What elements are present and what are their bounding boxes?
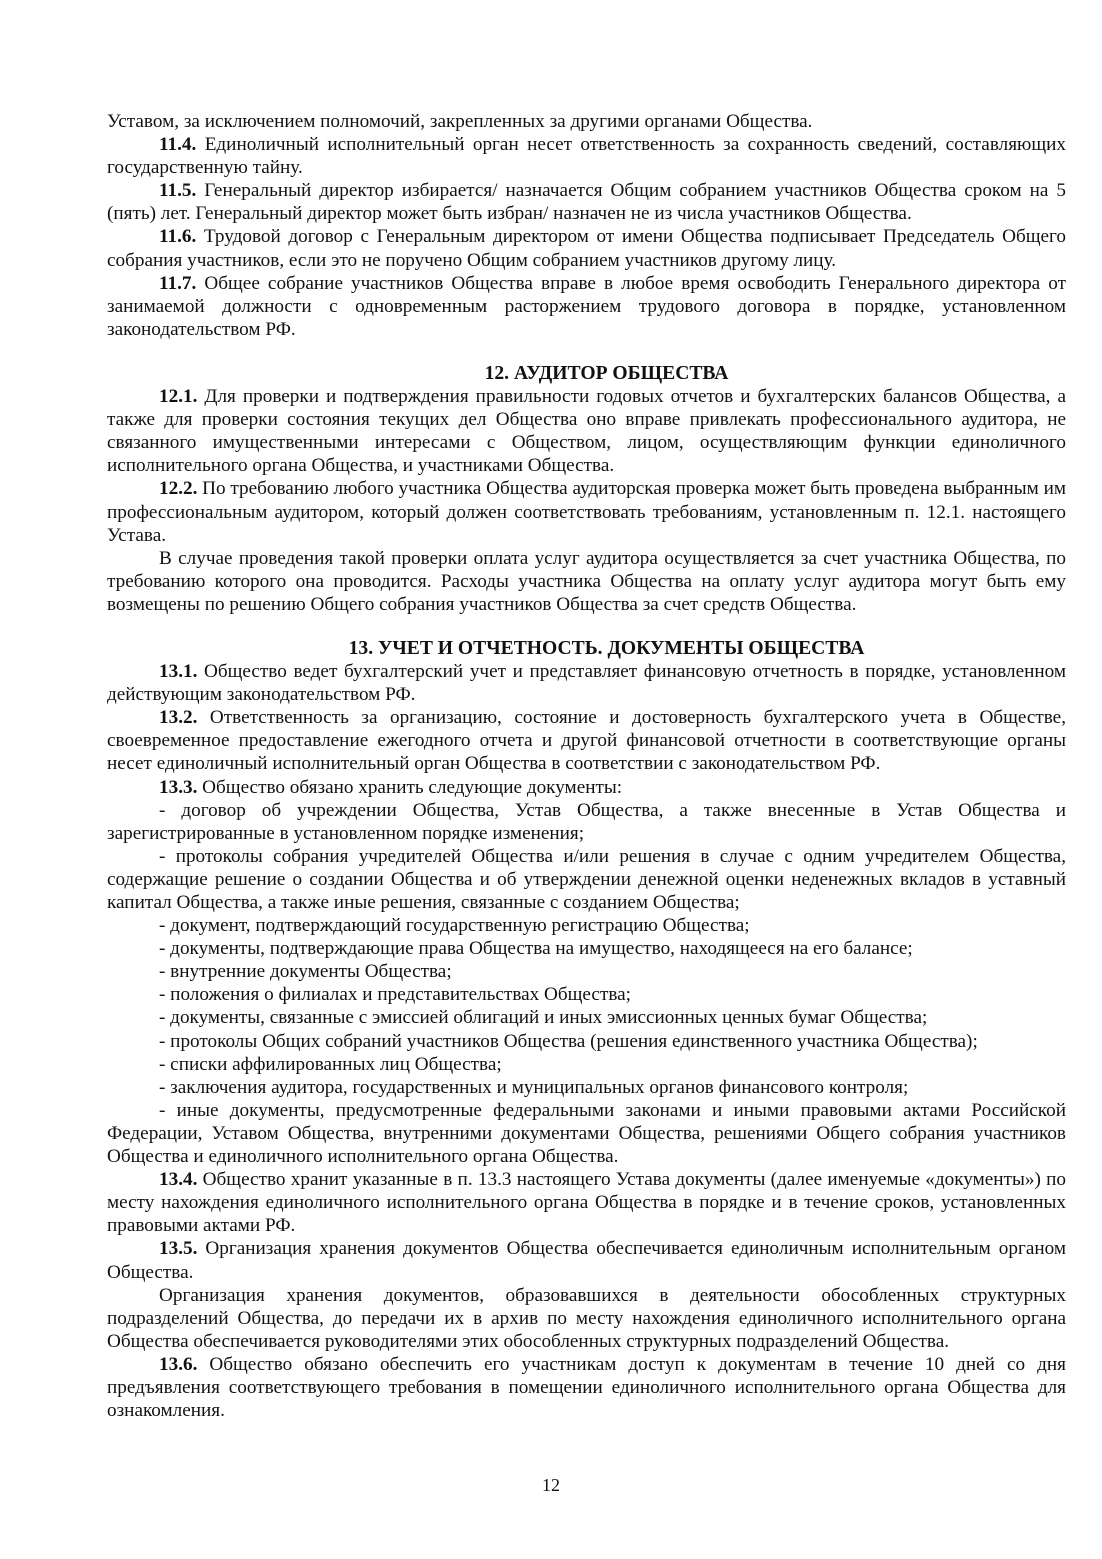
clause-number: 11.7. (159, 272, 197, 294)
paragraph-11-4 (107, 133, 1066, 179)
paragraph-13-5-cont (107, 1284, 1066, 1353)
paragraph-11-5 (107, 179, 1066, 225)
paragraph-text: Общество обязано обеспечить его участникам доступ к документам в течение 10 дней со дня предъявления соответствующего требования в помещении единоличного исполнительного органа Общества для ознакомления. (107, 1353, 1066, 1422)
paragraph-text: - списки аффилированных лиц Общества; (159, 1053, 502, 1075)
clause-number: 13.6. (159, 1353, 198, 1375)
clause-number: 12.1. (159, 386, 198, 408)
paragraph-text: Единоличный исполнительный орган несет ответственность за сохранность сведений, составляющих государственную тайну. (107, 134, 1066, 179)
paragraph-text: - положения о филиалах и представительствах Общества; (159, 984, 631, 1006)
section-heading-13: 13. УЧЕТ И ОТЧЕТНОСТЬ. ДОКУМЕНТЫ ОБЩЕСТВА (348, 637, 865, 659)
clause-number: 13.5. (159, 1238, 198, 1260)
paragraph-12-2 (107, 477, 1066, 546)
paragraph-13-3 (107, 776, 1066, 799)
clause-number: 11.4. (159, 134, 197, 156)
paragraph-13-4 (107, 1168, 1066, 1237)
clause-number: 11.6. (159, 226, 197, 248)
clause-number: 13.3. (159, 776, 198, 798)
list-item-securities (107, 1006, 1066, 1029)
paragraph-12-2-cont (107, 547, 1066, 616)
paragraph-text: Общество обязано хранить следующие документы: (197, 776, 623, 798)
list-item-audit-conclusions (107, 1076, 1066, 1099)
paragraph-11-cont (107, 110, 1066, 133)
section-12 (107, 362, 1066, 616)
paragraph-text: Для проверки и подтверждения правильности годовых отчетов и бухгалтерских балансов Общества, а также для проверки состояния текущих дел Общества оно вправе привлекать профессионального аудитора, не связанного имущественными интересами с Обществом, лицом, осуществляющим функции единоличного исполнительного органа Общества, и участниками Общества. (107, 386, 1066, 477)
list-item-charter (107, 799, 1066, 845)
section-spacer (107, 616, 1066, 637)
paragraph-text: - иные документы, предусмотренные федеральными законами и иными правовыми актами Российской Федерации, Уставом Общества, внутренними документами Общества, решениями Общего собрания участников Общества и единоличного исполнительного органа Общества. (107, 1099, 1066, 1168)
paragraph-13-6 (107, 1353, 1066, 1422)
paragraph-12-1 (107, 385, 1066, 477)
paragraph-text: Общество хранит указанные в п. 13.3 настоящего Устава документы (далее именуемые «документы») по месту нахождения единоличного исполнительного органа Общества в порядке и в течение сроков, установленных правовыми актами РФ. (107, 1169, 1066, 1237)
clause-number: 13.1. (159, 661, 198, 683)
list-item-meeting-minutes (107, 1030, 1066, 1053)
paragraph-13-1 (107, 660, 1066, 706)
clause-number: 13.4. (159, 1169, 198, 1191)
paragraph-11-7 (107, 272, 1066, 341)
paragraph-11-6 (107, 225, 1066, 271)
paragraph-text: Генеральный директор избирается/ назначается Общим собранием участников Общества сроком на 5 (пять) лет. Генеральный директор может быть избран/ назначен не из числа участников Общества. (107, 180, 1066, 225)
list-item-registration (107, 914, 1066, 937)
paragraph-text: Организация хранения документов Общества обеспечивается единоличным исполнительным органом Общества. (107, 1238, 1066, 1283)
paragraph-text: Общество ведет бухгалтерский учет и представляет финансовую отчетность в порядке, установленном действующим законодательством РФ. (107, 661, 1066, 706)
list-item-affiliates (107, 1053, 1066, 1076)
paragraph-text: - документы, связанные с эмиссией облигаций и иных эмиссионных ценных бумаг Общества; (159, 1007, 928, 1029)
clause-number: 12.2. (159, 478, 198, 500)
page-number: 12 (542, 1475, 560, 1495)
paragraph-text: Организация хранения документов, образовавшихся в деятельности обособленных структурных подразделений Общества, до передачи их в архив по месту нахождения единоличного исполнительного органа Общества обеспечивается руководителями этих обособленных структурных подразделений Общества. (107, 1284, 1066, 1352)
list-item-other-docs (107, 1099, 1066, 1168)
list-item-property-rights (107, 937, 1066, 960)
paragraph-text: Общее собрание участников Общества вправе в любое время освободить Генерального директора от занимаемой должности с одновременным расторжением трудового договора в порядке, установленном законодательством РФ. (107, 272, 1066, 340)
paragraph-text: - документы, подтверждающие права Общества на имущество, находящееся на его балансе; (159, 938, 913, 960)
list-item-branches (107, 983, 1066, 1006)
paragraph-text: - протоколы Общих собраний участников Общества (решения единственного участника Общества); (159, 1030, 978, 1052)
paragraph-text: - документ, подтверждающий государственную регистрацию Общества; (159, 915, 750, 937)
paragraph-text: - заключения аудитора, государственных и муниципальных органов финансового контроля; (159, 1076, 909, 1098)
list-item-internal-docs (107, 960, 1066, 983)
paragraph-text: - договор об учреждении Общества, Устав Общества, а также внесенные в Устав Общества и зарегистрированные в установленном порядке изменения; (107, 799, 1066, 844)
paragraph-text: - внутренние документы Общества; (159, 961, 452, 983)
paragraph-text: Трудовой договор с Генеральным директором от имени Общества подписывает Председатель Общего собрания участников, если это не поручено Общим собранием участников другому лицу. (107, 226, 1066, 271)
paragraph-text: - протоколы собрания учредителей Общества и/или решения в случае с одним учредителем Общества, содержащие решение о создании Общества и об утверждении денежной оценки неденежных вкладов в уставный капитал Общества, а также иные решения, связанные с созданием Общества; (107, 845, 1066, 913)
section-spacer (107, 341, 1066, 362)
paragraph-13-2 (107, 706, 1066, 775)
section-11-continuation (107, 110, 1066, 341)
paragraph-text: Ответственность за организацию, состояние и достоверность бухгалтерского учета в Обществе, своевременное предоставление ежегодного отчета и другой финансовой отчетности в соответствующие органы несет единоличный исполнительный орган Общества в соответствии с законодательством РФ. (107, 707, 1066, 775)
clause-number: 13.2. (159, 707, 198, 729)
paragraph-13-5 (107, 1237, 1066, 1283)
paragraph-text: Уставом, за исключением полномочий, закрепленных за другими органами Общества. (107, 111, 813, 132)
paragraph-text: В случае проведения такой проверки оплата услуг аудитора осуществляется за счет участника Общества, по требованию которого она проводится. Расходы участника Общества на оплату услуг аудитора могут быть ему возмещены по решению Общего собрания участников Общества за счет средств Общества. (107, 547, 1066, 615)
clause-number: 11.5. (159, 180, 197, 202)
paragraph-text: По требованию любого участника Общества аудиторская проверка может быть проведена выбранным им профессиональным аудитором, который должен соответствовать требованиям, установленным п. 12.1. настоящего Устава. (107, 478, 1066, 546)
section-13 (107, 637, 1066, 1422)
list-item-founders-minutes (107, 845, 1066, 914)
section-heading-12: 12. АУДИТОР ОБЩЕСТВА (484, 362, 729, 384)
